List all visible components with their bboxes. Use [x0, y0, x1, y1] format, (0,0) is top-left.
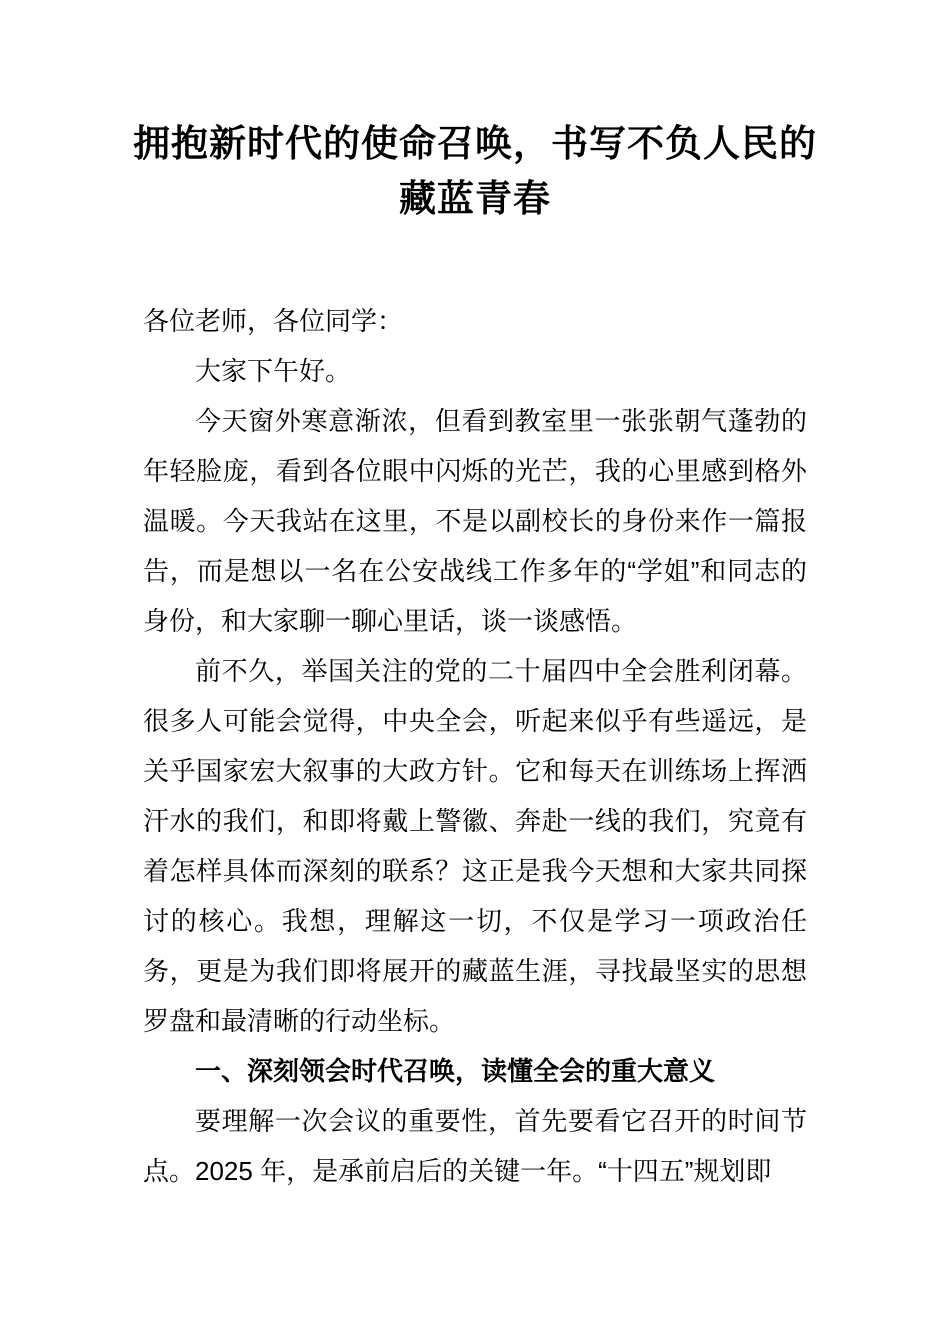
document-title: 拥抱新时代的使命召唤，书写不负人民的藏蓝青春 [133, 123, 817, 219]
paragraph-section1-body: 要理解一次会议的重要性，首先要看它召开的时间节点。2025 年，是承前启后的关键一年。“十四五”规划即 [143, 1106, 807, 1186]
paragraph-plenum-context: 前不久，举国关注的党的二十届四中全会胜利闭幕。很多人可能会觉得，中央全会，听起来似乎有些遥远，是关乎国家宏大叙事的大政方针。它和每天在训练场上挥洒汗水的我们，和即将戴上警徽、奔赴一线的我们，究竟有着怎样具体而深刻的联系？这正是我今天想和大家共同探讨的核心。我想，理解这一切，不仅是学习一项政治任务，更是为我们即将展开的藏蓝生涯，寻找最坚实的思想罗盘和最清晰的行动坐标。 [143, 656, 807, 1036]
greeting-line: 大家下午好。 [195, 356, 352, 386]
section-heading-1: 一、深刻领会时代召唤，读懂全会的重大意义 [195, 1056, 716, 1086]
paragraph-opening: 今天窗外寒意渐浓，但看到教室里一张张朝气蓬勃的年轻脸庞，看到各位眼中闪烁的光芒，我的心里感到格外温暖。今天我站在这里，不是以副校长的身份来作一篇报告，而是想以一名在公安战线工作多年的“学姐”和同志的身份，和大家聊一聊心里话，谈一谈感悟。 [143, 406, 807, 636]
salutation-line: 各位老师，各位同学： [143, 306, 404, 336]
document-body [143, 296, 807, 1196]
